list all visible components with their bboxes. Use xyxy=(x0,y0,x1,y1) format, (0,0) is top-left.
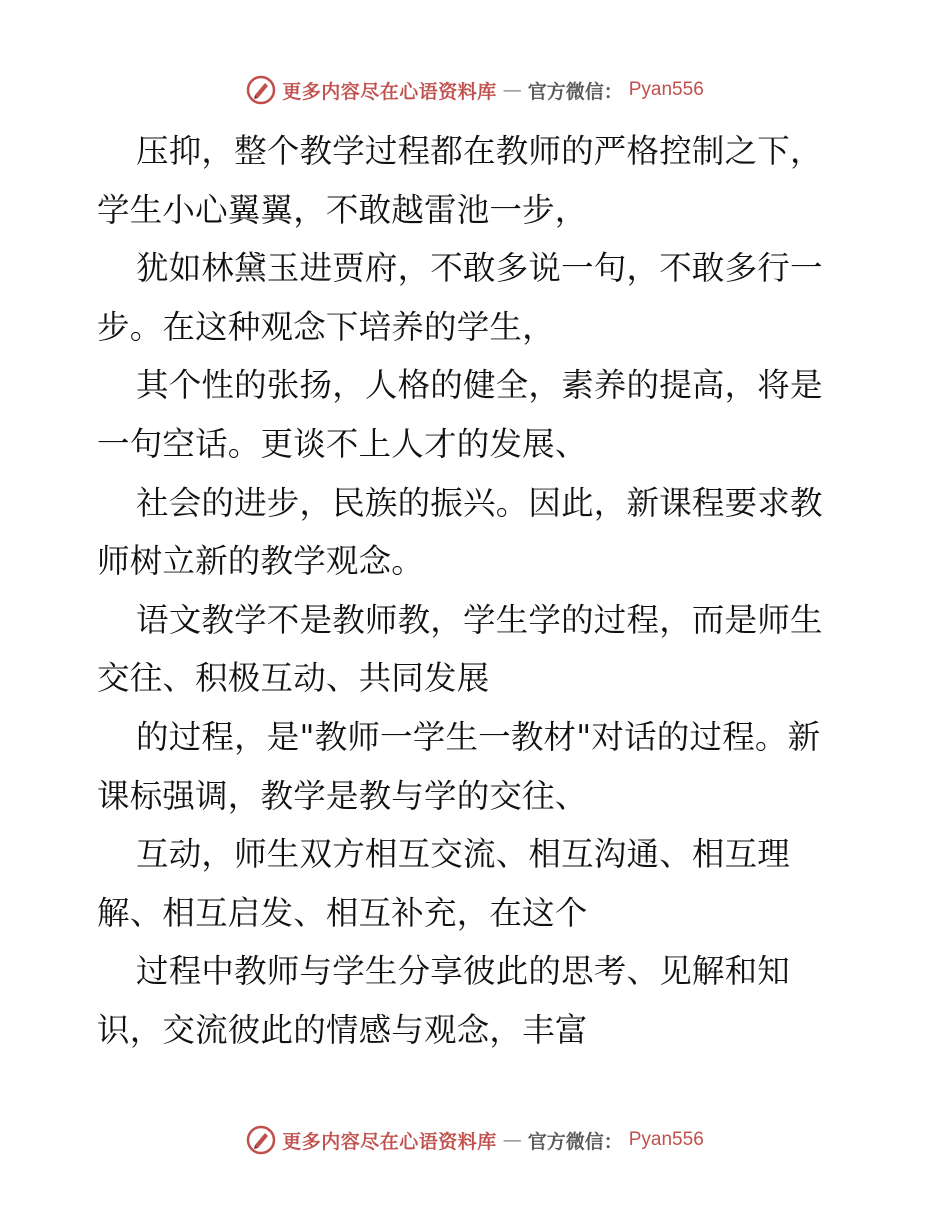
brand-logo-icon xyxy=(246,75,276,105)
paragraph-line: 师树立新的教学观念。 xyxy=(97,542,425,581)
footer-watermark xyxy=(0,1122,950,1158)
paragraph-line: 解、相互启发、相互补充，在这个 xyxy=(97,893,588,932)
paragraph xyxy=(97,708,857,825)
paragraph-line: 语文教学不是教师教，学生学的过程，而是师生 xyxy=(136,600,823,639)
document-body xyxy=(97,122,857,1060)
paragraph-line: 过程中教师与学生分享彼此的思考、见解和知 xyxy=(136,952,791,991)
paragraph xyxy=(97,356,857,473)
paragraph-line: 压抑，整个教学过程都在教师的严格控制之下， xyxy=(136,132,823,170)
watermark-wechat-id: Pyan556 xyxy=(628,79,704,100)
paragraph xyxy=(97,239,857,356)
paragraph-line: 识，交流彼此的情感与观念，丰富 xyxy=(97,1010,588,1049)
paragraph-line: 社会的进步，民族的振兴。因此，新课程要求教 xyxy=(136,483,823,522)
brand-logo-icon xyxy=(246,1125,276,1155)
paragraph-line: 课标强调，教学是教与学的交往、 xyxy=(97,776,588,815)
paragraph-line: 犹如林黛玉进贾府，不敢多说一句，不敢多行一 xyxy=(136,249,823,288)
paragraph xyxy=(97,942,857,1059)
paragraph-line: 一句空话。更谈不上人才的发展、 xyxy=(97,424,588,463)
header-watermark xyxy=(0,72,950,108)
paragraph xyxy=(97,591,857,708)
watermark-wechat-label: 官方微信： xyxy=(527,80,623,103)
paragraph-line: 互动，师生双方相互交流、相互沟通、相互理 xyxy=(136,835,791,874)
paragraph-line: 其个性的张扬，人格的健全，素养的提高，将是 xyxy=(136,366,823,405)
paragraph-line: 步。在这种观念下培养的学生， xyxy=(97,307,555,346)
paragraph-line: 学生小心翼翼，不敢越雷池一步， xyxy=(97,190,588,229)
paragraph-line: 的过程，是"教师一学生一教材"对话的过程。新 xyxy=(136,717,821,756)
paragraph xyxy=(97,122,857,239)
paragraph xyxy=(97,474,857,591)
watermark-site-text: 更多内容尽在心语资料库 xyxy=(282,1130,497,1153)
paragraph-line: 交往、积极互动、共同发展 xyxy=(97,659,490,698)
watermark-wechat-id: Pyan556 xyxy=(628,1129,704,1150)
watermark-site-text: 更多内容尽在心语资料库 xyxy=(282,80,497,103)
watermark-separator: — xyxy=(502,79,522,101)
watermark-separator: — xyxy=(502,1129,522,1151)
watermark-wechat-label: 官方微信： xyxy=(527,1130,623,1153)
paragraph xyxy=(97,825,857,942)
